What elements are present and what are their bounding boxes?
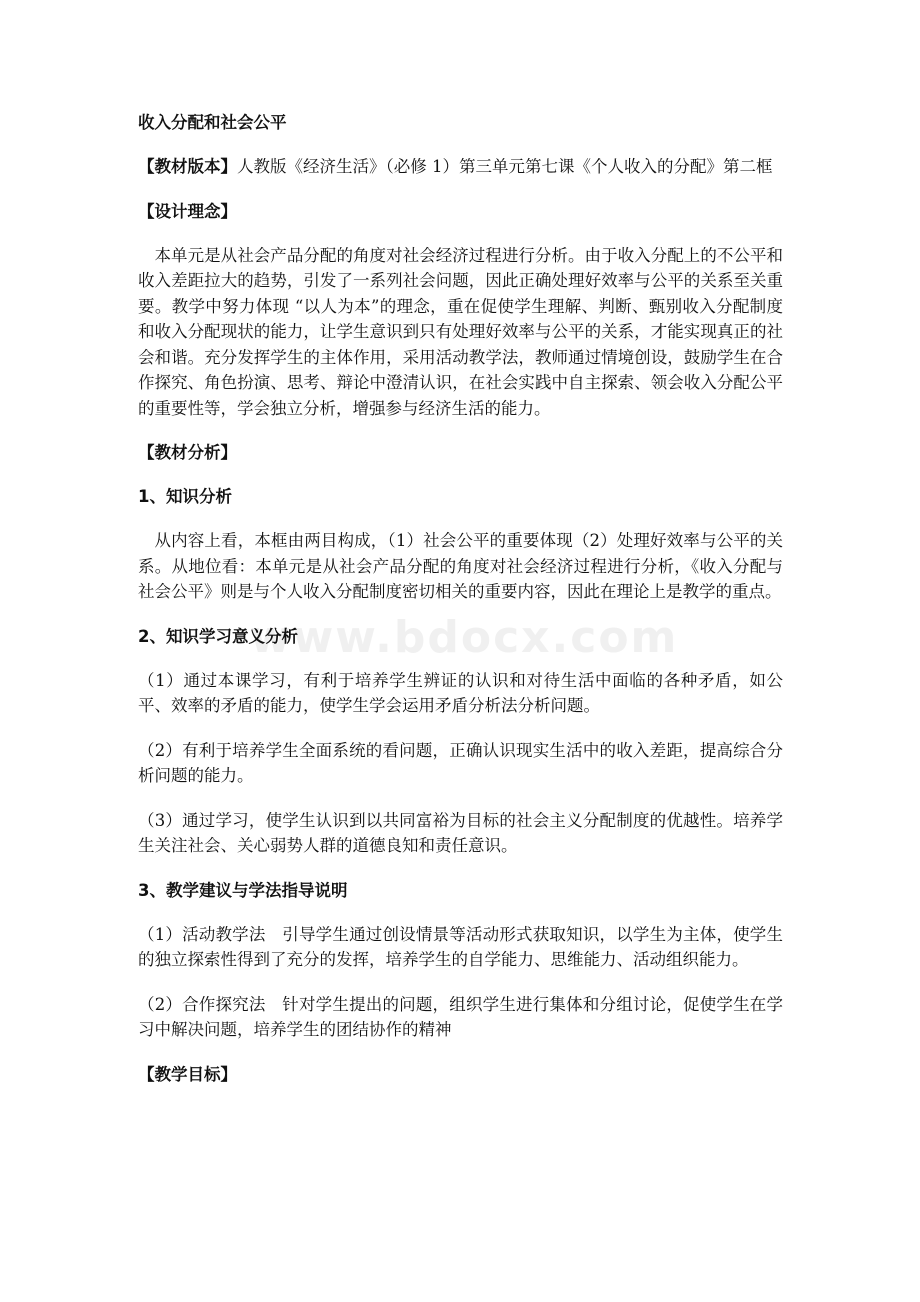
edition-label: 【教材版本】 xyxy=(138,157,237,176)
section2-item-3: （3）通过学习，使学生认识到以共同富裕为目标的社会主义分配制度的优越性。培养学生关注社会、关心弱势人群的道德良知和责任意识。 xyxy=(138,810,783,855)
section1-heading: 1、知识分析 xyxy=(138,487,232,506)
document-title: 收入分配和社会公平 xyxy=(138,113,287,132)
section2-heading: 2、知识学习意义分析 xyxy=(138,626,298,646)
design-text: 本单元是从社会产品分配的角度对社会经济过程进行分析。由于收入分配上的不公平和收入差距拉大的趋势，引发了一系列社会问题，因此正确处理好效率与公平的关系至关重要。教学中努力体现 “以人为本”的理念，重在促使学生理解、判断、甄别收入分配制度和收入分配现状的能力，让学生意识到只有处理好效率与公平的关系，才能实现真正的社会和谐。充分发挥学生的主体作用，采用活动教学法，教师通过情境创设，鼓励学生在合作探究、角色扮演、思考、辩论中澄清认识，在社会实践中自主探索、领会收入分配公平的重要性等，学会独立分析，增强参与经济生活的能力。 xyxy=(138,245,783,418)
watermark: www.bdocx.com xyxy=(250,612,679,663)
document-page xyxy=(138,110,783,1106)
design-paragraph xyxy=(138,243,783,422)
goals-heading: 【教学目标】 xyxy=(138,1064,237,1084)
design-heading: 【设计理念】 xyxy=(138,201,237,221)
analysis-heading: 【教材分析】 xyxy=(138,443,237,462)
section1-paragraph xyxy=(138,528,783,605)
section1-text: 从内容上看，本框由两目构成，（1）社会公平的重要体现（2）处理好效率与公平的关系。从地位看：本单元是从社会产品分配的角度对社会经济过程进行分析，《收入分配与社会公平》则是与个人收入分配制度密切相关的重要内容，因此在理论上是教学的重点。 xyxy=(138,531,783,601)
edition-paragraph xyxy=(138,154,783,180)
section2-item-1: （1）通过本课学习，有利于培养学生辨证的认识和对待生活中面临的各种矛盾，如公平、效率的矛盾的能力，使学生学会运用矛盾分析法分析问题。 xyxy=(138,670,783,715)
section2-item-2: （2）有利于培养学生全面系统的看问题，正确认识现实生活中的收入差距，提高综合分析问题的能力。 xyxy=(138,740,783,785)
section3-item-2: （2）合作探究法 针对学生提出的问题，组织学生进行集体和分组讨论，促使学生在学习中解决问题，培养学生的团结协作的精神 xyxy=(138,994,783,1039)
section3-item-1: （1）活动教学法 引导学生通过创设情景等活动形式获取知识，以学生为主体，使学生的独立探索性得到了充分的发挥，培养学生的自学能力、思维能力、活动组织能力。 xyxy=(138,924,783,969)
section3-heading: 3、教学建议与学法指导说明 xyxy=(138,880,348,900)
edition-text: 人教版《经济生活》（必修 1）第三单元第七课《个人收入的分配》第二框 xyxy=(237,157,773,176)
